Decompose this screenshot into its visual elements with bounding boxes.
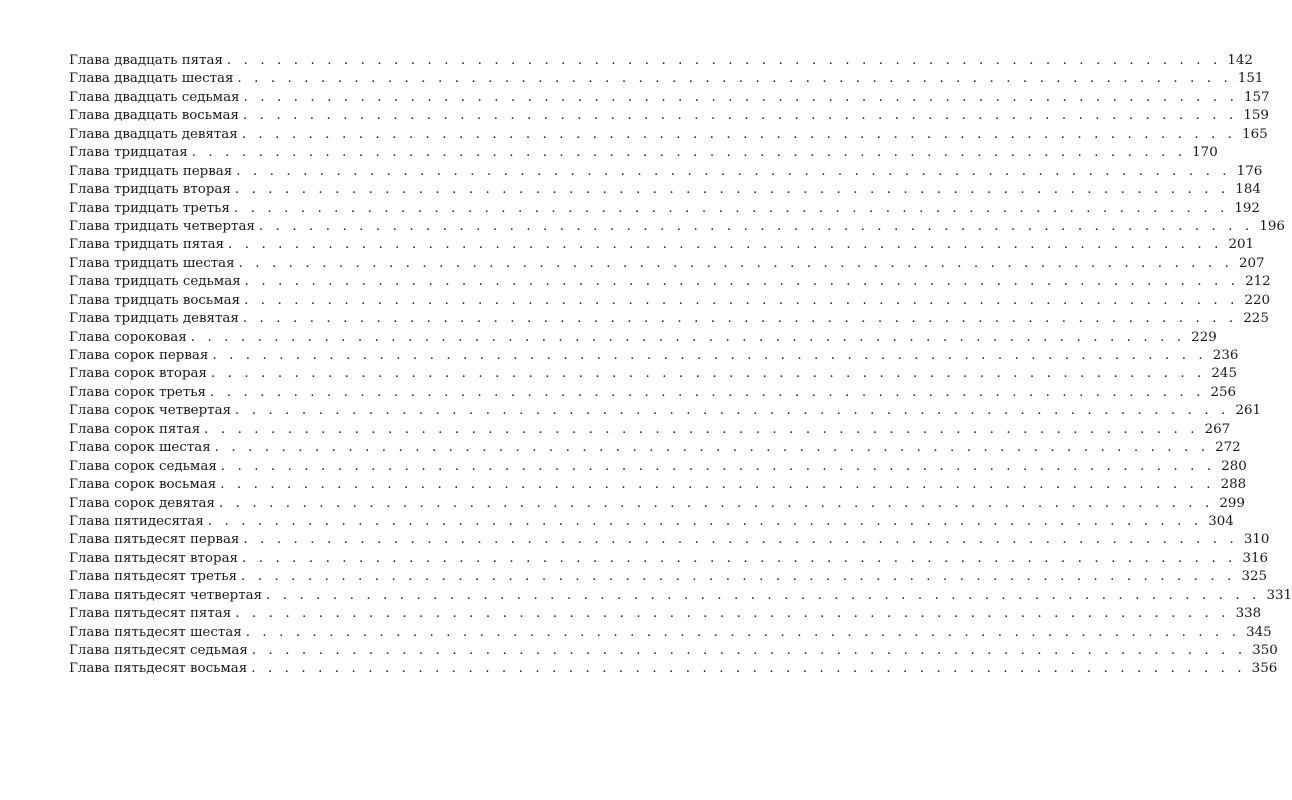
toc-entry-title: Глава тридцать девятая [69, 311, 239, 327]
toc-entry-title: Глава тридцать первая [69, 163, 233, 179]
toc-entry-page-number: 159 [1243, 108, 1269, 124]
toc-entry [69, 107, 1269, 125]
dot-leader: . . . . . . . . . . . . . . . . . . . . . . . . . . . . . . . . . . . . . . . . . . . . . . . . . . . . . . . . . . . . [243, 89, 1238, 105]
dot-leader: . . . . . . . . . . . . . . . . . . . . . . . . . . . . . . . . . . . . . . . . . . . . . . . . . . . . . . . . . . . . [243, 532, 1238, 548]
toc-entry [69, 347, 1239, 365]
toc-entry-page-number: 151 [1237, 71, 1264, 87]
toc-entry [69, 126, 1268, 144]
toc-entry [69, 70, 1264, 88]
toc-entry [69, 439, 1241, 457]
toc-entry-page-number: 325 [1241, 569, 1268, 585]
toc-list [69, 52, 1292, 679]
toc-entry-title: Глава пятьдесят третья [69, 569, 238, 585]
toc-entry-page-number: 256 [1210, 384, 1237, 400]
toc-entry [69, 329, 1217, 347]
dot-leader: . . . . . . . . . . . . . . . . . . . . . . . . . . . . . . . . . . . . . . . . . . . . . . . . . . . . . . . . . . . . [235, 606, 1230, 622]
toc-entry-page-number: 245 [1211, 366, 1237, 382]
toc-entry [69, 163, 1263, 181]
toc-entry-title: Глава сороковая [69, 329, 187, 345]
toc-entry-title: Глава сорок восьмая [69, 477, 217, 493]
dot-leader: . . . . . . . . . . . . . . . . . . . . . . . . . . . . . . . . . . . . . . . . . . . . . . . . . . . . . . . . . . . . [235, 403, 1230, 419]
dot-leader: . . . . . . . . . . . . . . . . . . . . . . . . . . . . . . . . . . . . . . . . . . . . . . . . . . . . . . . . . . . . [228, 237, 1223, 253]
dot-leader: . . . . . . . . . . . . . . . . . . . . . . . . . . . . . . . . . . . . . . . . . . . . . . . . . . . . . . . . . . . . [242, 550, 1237, 566]
toc-entry-title: Глава сорок третья [69, 384, 207, 400]
dot-leader: . . . . . . . . . . . . . . . . . . . . . . . . . . . . . . . . . . . . . . . . . . . . . . . . . . . . . . . . . . . . [218, 495, 1214, 511]
dot-leader: . . . . . . . . . . . . . . . . . . . . . . . . . . . . . . . . . . . . . . . . . . . . . . . . . . . . . . . . . . . . [244, 274, 1240, 290]
toc-entry-page-number: 331 [1266, 587, 1292, 603]
toc-entry-page-number: 225 [1243, 311, 1269, 327]
toc-entry [69, 458, 1247, 476]
toc-entry-page-number: 267 [1204, 421, 1231, 437]
dot-leader: . . . . . . . . . . . . . . . . . . . . . . . . . . . . . . . . . . . . . . . . . . . . . . . . . . . . . . . . . . . . [266, 587, 1261, 603]
toc-entry-title: Глава двадцать восьмая [69, 108, 239, 124]
toc-entry [69, 513, 1234, 531]
dot-leader: . . . . . . . . . . . . . . . . . . . . . . . . . . . . . . . . . . . . . . . . . . . . . . . . . . . . . . . . . . . . [236, 163, 1231, 179]
toc-entry [69, 421, 1231, 439]
toc-entry-title: Глава двадцать седьмая [69, 89, 240, 105]
toc-entry-page-number: 310 [1243, 532, 1270, 548]
toc-entry-title: Глава сорок девятая [69, 495, 215, 511]
toc-entry-page-number: 220 [1244, 292, 1271, 308]
toc-entry-title: Глава пятьдесят вторая [69, 550, 238, 566]
dot-leader: . . . . . . . . . . . . . . . . . . . . . . . . . . . . . . . . . . . . . . . . . . . . . . . . . . . . . . . . . . . . [258, 218, 1254, 234]
dot-leader: . . . . . . . . . . . . . . . . . . . . . . . . . . . . . . . . . . . . . . . . . . . . . . . . . . . . . . . . . . . . [210, 384, 1205, 400]
dot-leader: . . . . . . . . . . . . . . . . . . . . . . . . . . . . . . . . . . . . . . . . . . . . . . . . . . . . . . . . . . . . [191, 145, 1187, 161]
toc-entry-page-number: 207 [1238, 255, 1265, 271]
toc-entry-title: Глава пятьдесят шестая [69, 624, 242, 640]
toc-entry-page-number: 165 [1242, 126, 1268, 142]
dot-leader: . . . . . . . . . . . . . . . . . . . . . . . . . . . . . . . . . . . . . . . . . . . . . . . . . . . . . . . . . . . . [204, 421, 1199, 437]
dot-leader: . . . . . . . . . . . . . . . . . . . . . . . . . . . . . . . . . . . . . . . . . . . . . . . . . . . . . . . . . . . . [244, 292, 1239, 308]
toc-entry-page-number: 356 [1251, 661, 1278, 677]
toc-entry-page-number: 192 [1234, 200, 1260, 216]
toc-entry-title: Глава тридцать четвертая [69, 218, 255, 234]
toc-entry [69, 624, 1272, 642]
toc-entry-title: Глава сорок седьмая [69, 458, 217, 474]
toc-entry [69, 550, 1268, 568]
dot-leader: . . . . . . . . . . . . . . . . . . . . . . . . . . . . . . . . . . . . . . . . . . . . . . . . . . . . . . . . . . . . [212, 348, 1207, 363]
toc-entry-title: Глава сорок пятая [69, 421, 201, 437]
toc-entry-page-number: 280 [1221, 458, 1247, 474]
toc-entry [69, 642, 1278, 660]
toc-entry-title: Глава пятьдесят восьмая [69, 661, 248, 677]
toc-entry-page-number: 157 [1243, 89, 1270, 105]
toc-entry [69, 273, 1271, 291]
toc-entry [69, 365, 1237, 383]
toc-entry-title: Глава сорок шестая [69, 440, 211, 456]
toc-entry [69, 218, 1285, 236]
toc-entry-page-number: 338 [1235, 606, 1262, 622]
dot-leader: . . . . . . . . . . . . . . . . . . . . . . . . . . . . . . . . . . . . . . . . . . . . . . . . . . . . . . . . . . . . [251, 661, 1246, 677]
toc-entry-page-number: 261 [1235, 403, 1262, 419]
toc-entry [69, 181, 1261, 199]
dot-leader: . . . . . . . . . . . . . . . . . . . . . . . . . . . . . . . . . . . . . . . . . . . . . . . . . . . . . . . . . . . . [226, 53, 1222, 68]
toc-entry-title: Глава пятьдесят седьмая [69, 643, 248, 658]
table-of-contents [69, 52, 1292, 679]
dot-leader: . . . . . . . . . . . . . . . . . . . . . . . . . . . . . . . . . . . . . . . . . . . . . . . . . . . . . . . . . . . . [245, 624, 1241, 640]
toc-entry-page-number: 212 [1245, 274, 1271, 290]
toc-entry-title: Глава тридцать седьмая [69, 274, 241, 290]
toc-entry-title: Глава пятидесятая [69, 513, 204, 529]
toc-entry-title: Глава сорок вторая [69, 366, 207, 382]
toc-entry [69, 292, 1271, 310]
dot-leader: . . . . . . . . . . . . . . . . . . . . . . . . . . . . . . . . . . . . . . . . . . . . . . . . . . . . . . . . . . . . [220, 458, 1216, 474]
toc-entry-title: Глава пятьдесят первая [69, 532, 240, 548]
dot-leader: . . . . . . . . . . . . . . . . . . . . . . . . . . . . . . . . . . . . . . . . . . . . . . . . . . . . . . . . . . . . [238, 255, 1233, 271]
toc-entry-title: Глава тридцать вторая [69, 182, 231, 198]
toc-entry-title: Глава двадцать пятая [69, 53, 223, 68]
dot-leader: . . . . . . . . . . . . . . . . . . . . . . . . . . . . . . . . . . . . . . . . . . . . . . . . . . . . . . . . . . . . [237, 71, 1232, 87]
toc-entry-title: Глава сорок первая [69, 348, 209, 363]
toc-entry [69, 568, 1268, 586]
toc-entry-page-number: 176 [1236, 163, 1263, 179]
dot-leader: . . . . . . . . . . . . . . . . . . . . . . . . . . . . . . . . . . . . . . . . . . . . . . . . . . . . . . . . . . . . [242, 311, 1238, 327]
toc-entry [69, 531, 1270, 549]
dot-leader: . . . . . . . . . . . . . . . . . . . . . . . . . . . . . . . . . . . . . . . . . . . . . . . . . . . . . . . . . . . . [242, 108, 1238, 124]
toc-entry-page-number: 236 [1212, 348, 1239, 363]
toc-entry-page-number: 350 [1252, 643, 1278, 658]
toc-entry-page-number: 201 [1228, 237, 1255, 253]
toc-entry-title: Глава тридцать восьмая [69, 292, 241, 308]
toc-entry [69, 52, 1253, 70]
toc-entry-page-number: 272 [1215, 440, 1241, 456]
toc-entry-page-number: 196 [1259, 218, 1285, 234]
toc-entry-title: Глава тридцать пятая [69, 237, 225, 253]
dot-leader: . . . . . . . . . . . . . . . . . . . . . . . . . . . . . . . . . . . . . . . . . . . . . . . . . . . . . . . . . . . . [214, 440, 1210, 456]
toc-entry [69, 236, 1255, 254]
toc-entry-page-number: 299 [1219, 495, 1245, 511]
dot-leader: . . . . . . . . . . . . . . . . . . . . . . . . . . . . . . . . . . . . . . . . . . . . . . . . . . . . . . . . . . . . [233, 200, 1229, 216]
toc-entry-title: Глава двадцать шестая [69, 71, 234, 87]
toc-entry-title: Глава пятьдесят четвертая [69, 587, 263, 603]
toc-entry [69, 144, 1218, 162]
dot-leader: . . . . . . . . . . . . . . . . . . . . . . . . . . . . . . . . . . . . . . . . . . . . . . . . . . . . . . . . . . . . [207, 513, 1203, 529]
toc-entry-page-number: 316 [1242, 550, 1268, 566]
toc-entry [69, 495, 1245, 513]
dot-leader: . . . . . . . . . . . . . . . . . . . . . . . . . . . . . . . . . . . . . . . . . . . . . . . . . . . . . . . . . . . . [220, 477, 1215, 493]
toc-entry-title: Глава тридцать шестая [69, 255, 235, 271]
toc-entry [69, 384, 1237, 402]
toc-entry-page-number: 304 [1208, 513, 1234, 529]
toc-entry-title: Глава тридцать третья [69, 200, 230, 216]
toc-entry-page-number: 184 [1235, 182, 1261, 198]
toc-entry [69, 255, 1265, 273]
toc-entry-page-number: 229 [1191, 329, 1217, 345]
toc-entry [69, 587, 1292, 605]
toc-entry-title: Глава сорок четвертая [69, 403, 232, 419]
dot-leader: . . . . . . . . . . . . . . . . . . . . . . . . . . . . . . . . . . . . . . . . . . . . . . . . . . . . . . . . . . . . [210, 366, 1206, 382]
toc-entry [69, 200, 1260, 218]
dot-leader: . . . . . . . . . . . . . . . . . . . . . . . . . . . . . . . . . . . . . . . . . . . . . . . . . . . . . . . . . . . . [251, 643, 1247, 658]
dot-leader: . . . . . . . . . . . . . . . . . . . . . . . . . . . . . . . . . . . . . . . . . . . . . . . . . . . . . . . . . . . . [241, 126, 1237, 142]
toc-entry-title: Глава тридцатая [69, 145, 188, 161]
toc-entry [69, 89, 1270, 107]
toc-entry-page-number: 345 [1246, 624, 1272, 640]
dot-leader: . . . . . . . . . . . . . . . . . . . . . . . . . . . . . . . . . . . . . . . . . . . . . . . . . . . . . . . . . . . . [234, 182, 1230, 198]
toc-entry [69, 402, 1262, 420]
toc-entry-title: Глава двадцать девятая [69, 126, 238, 142]
toc-entry [69, 605, 1262, 623]
dot-leader: . . . . . . . . . . . . . . . . . . . . . . . . . . . . . . . . . . . . . . . . . . . . . . . . . . . . . . . . . . . . [241, 569, 1236, 585]
toc-entry-page-number: 170 [1192, 145, 1218, 161]
toc-entry [69, 310, 1269, 328]
dot-leader: . . . . . . . . . . . . . . . . . . . . . . . . . . . . . . . . . . . . . . . . . . . . . . . . . . . . . . . . . . . . [190, 329, 1186, 345]
toc-entry-page-number: 142 [1227, 53, 1253, 68]
toc-entry [69, 660, 1278, 678]
toc-entry-page-number: 288 [1220, 477, 1247, 493]
toc-entry-title: Глава пятьдесят пятая [69, 606, 232, 622]
toc-entry [69, 476, 1247, 494]
